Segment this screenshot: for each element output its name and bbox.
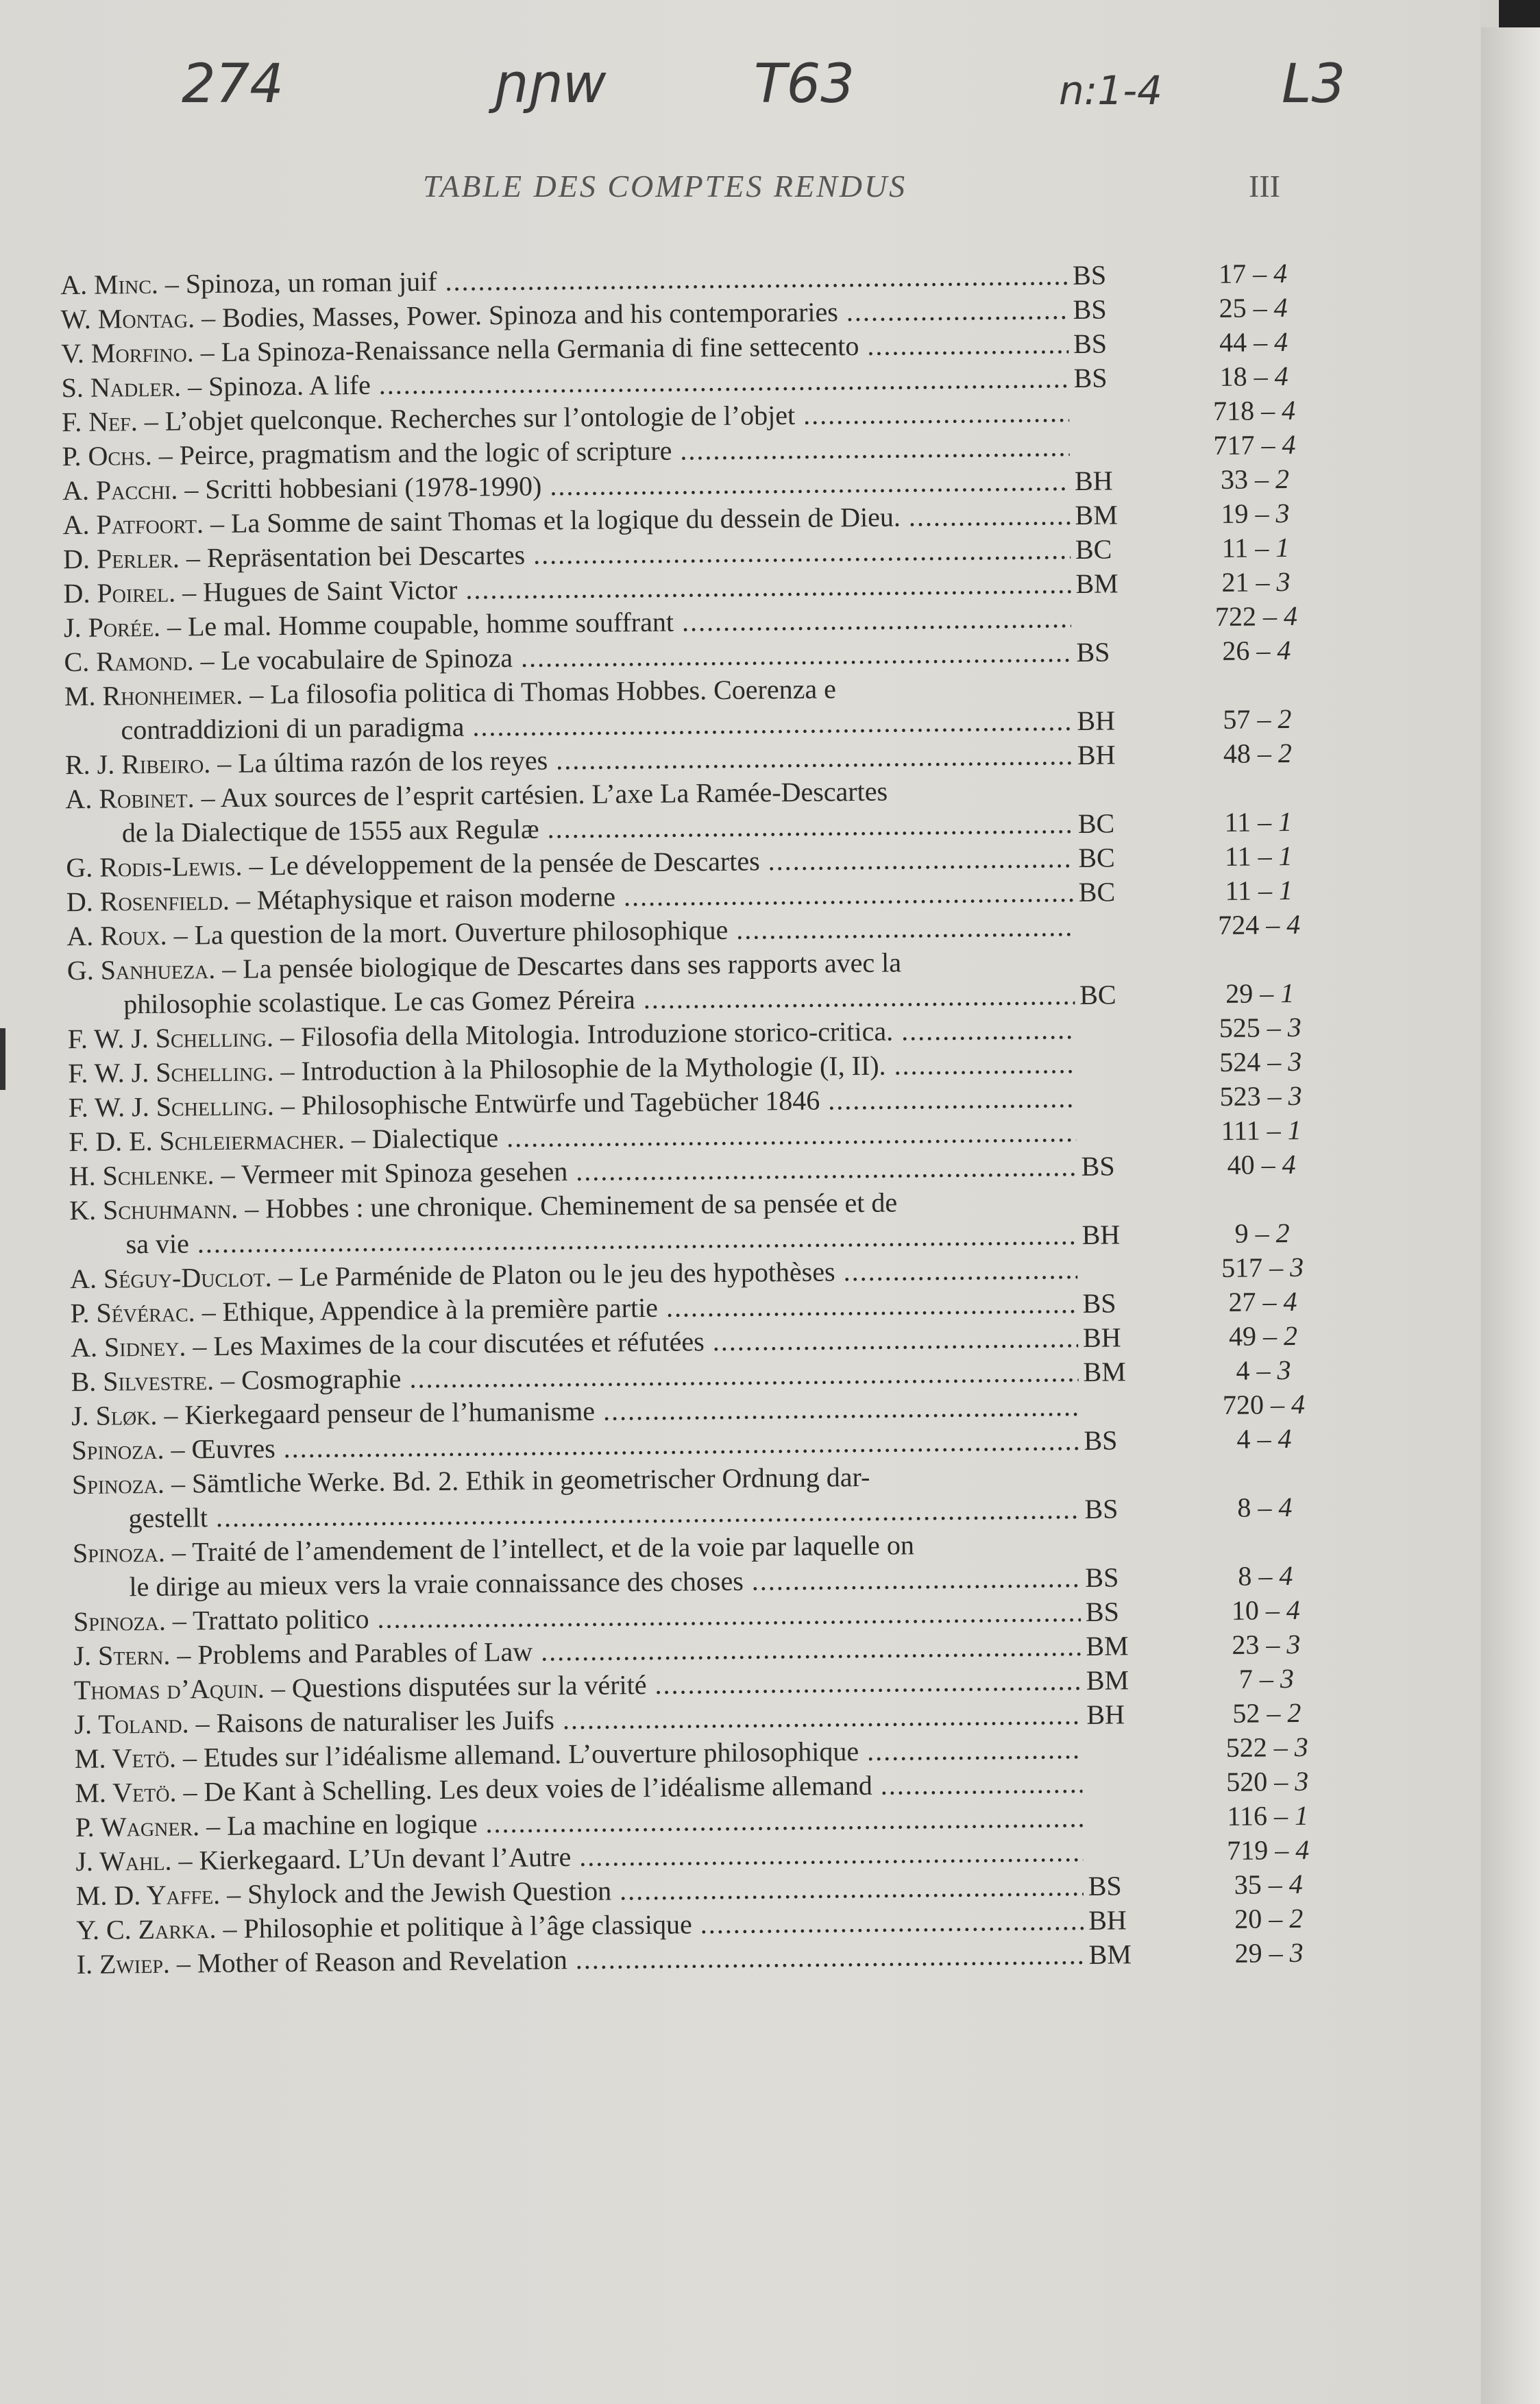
entry-dash: – — [271, 1261, 300, 1293]
entry-author: A. Pacchi. — [62, 474, 178, 507]
entry-journal-code: BS — [1084, 1493, 1119, 1525]
entry-journal-code: BS — [1073, 293, 1107, 325]
entry-author: J. Sløk. — [71, 1399, 158, 1432]
entry-page-ref: 25 – 4 — [1219, 291, 1288, 324]
entry-author: I. Zwiep. — [76, 1947, 171, 1980]
entry-title: Introduction à la Philosophie de la Mythologie (I, II). — [301, 1049, 886, 1086]
entry-page-ref: 11 – 1 — [1221, 531, 1290, 563]
entry-title: Problems and Parables of Law — [197, 1636, 533, 1671]
entry-page-ref: 48 – 2 — [1223, 737, 1293, 769]
scan-edge-dark — [1499, 0, 1540, 27]
entry-page-ref: 29 – 3 — [1234, 1936, 1304, 1969]
entry-journal-code: BS — [1081, 1150, 1115, 1182]
entry-author: P. Ochs. — [62, 439, 153, 472]
entry-dash: – — [157, 1399, 185, 1431]
entry-page-ref: 517 – 3 — [1221, 1251, 1304, 1283]
entry-title-continued: de la Dialectique de 1555 aux Regulæ ..... — [122, 807, 1073, 850]
entry-journal-code: BH — [1081, 1219, 1121, 1250]
entry-journal-code: BH — [1082, 1322, 1121, 1353]
entry-author: A. Patfoort. — [62, 508, 204, 541]
entry-title: Kierkegaard penseur de l’humanisme — [184, 1395, 596, 1431]
entry-page-ref: 40 – 4 — [1227, 1148, 1296, 1180]
entry-title: Questions disputées sur la vérité — [291, 1669, 647, 1704]
entry-author: M. D. Yaffe. — [75, 1879, 221, 1912]
entry-author: Y. C. Zarka. — [76, 1913, 217, 1946]
entry-title: Etudes sur l’idéalisme allemand. L’ouverture philosophique — [203, 1736, 859, 1773]
entry-dash: – — [194, 302, 223, 334]
entry-page-ref: 524 – 3 — [1219, 1045, 1302, 1078]
entry-title: Œuvres — [191, 1433, 276, 1465]
entry-dash: – — [264, 1673, 293, 1704]
entry-author: R. J. Ribeiro. — [64, 748, 211, 781]
entry-page-ref: 722 – 4 — [1214, 600, 1298, 633]
entry-page-ref: 18 – 4 — [1219, 360, 1288, 392]
entry-dash: – — [165, 1605, 193, 1636]
entry-title: La Somme de saint Thomas et la logique du dessein de Dieu. — [230, 501, 901, 539]
entry-title: Cosmographie — [241, 1363, 402, 1396]
entry-author: F. Nef. — [61, 406, 138, 438]
entry-journal-code: BS — [1073, 328, 1108, 359]
entry-journal-code: BM — [1086, 1630, 1129, 1662]
entry-title: La Spinoza-Renaissance nella Germania di fine settecento — [221, 330, 859, 367]
entry-author: J. Stern. — [73, 1639, 171, 1672]
entry-dash: – — [188, 1708, 217, 1739]
review-index — [0, 254, 1524, 1982]
entry-dash: – — [237, 1193, 266, 1224]
running-head: TABLE DES COMPTES RENDUS — [423, 169, 907, 204]
entry-journal-code: BM — [1075, 568, 1119, 599]
entry-journal-code: BC — [1078, 842, 1115, 873]
entry-title: Scritti hobbesiani (1978-1990) — [205, 470, 542, 505]
entry-author: Spinoza. — [71, 1433, 164, 1466]
entry-page-ref: 116 – 1 — [1227, 1799, 1309, 1832]
entry-dash: – — [242, 679, 271, 710]
entry-title-continued: contraddizioni di un paradigma ..... — [121, 704, 1072, 747]
entry-dash: – — [199, 1810, 228, 1842]
entry-title: Hugues de Saint Victor — [202, 574, 458, 608]
entry-journal-code: BM — [1083, 1356, 1126, 1387]
entry-dash: – — [167, 919, 195, 951]
entry-dash: – — [216, 1913, 244, 1945]
entry-journal-code: BM — [1075, 499, 1118, 531]
handwritten-note: ɲɲw — [493, 53, 607, 115]
entry-page-ref: 724 – 4 — [1218, 908, 1301, 940]
handwritten-note: T63 — [754, 53, 855, 115]
entry-title: La filosofia politica di Thomas Hobbes. Coerenza e — [269, 673, 837, 710]
entry-page-ref: 23 – 3 — [1232, 1628, 1301, 1660]
entry-page-ref: 718 – 4 — [1212, 394, 1296, 427]
entry-page-ref: 57 – 2 — [1223, 703, 1292, 735]
entry-author: F. W. J. Schelling. — [67, 1021, 274, 1055]
entry-author: Spinoza. — [71, 1468, 165, 1501]
entry-author: B. Silvestre. — [71, 1365, 215, 1398]
entry-title: La machine en logique — [226, 1808, 478, 1841]
entry-title: Bodies, Masses, Power. Spinoza and his contemporaries — [221, 296, 839, 333]
entry-dash: – — [175, 1742, 204, 1773]
entry-title: Métaphysique et raison moderne — [256, 881, 616, 916]
entry-title-continued: philosophie scolastique. Le cas Gomez Péreira ..... — [123, 978, 1075, 1021]
entry-journal-code: BM — [1086, 1664, 1129, 1696]
entry-journal-code: BS — [1085, 1562, 1119, 1593]
entry-author: P. Wagner. — [75, 1810, 200, 1843]
handwritten-note: L3 — [1282, 53, 1346, 115]
entry-page-ref: 49 – 2 — [1228, 1320, 1298, 1352]
entry-page-ref: 11 – 1 — [1224, 840, 1293, 872]
entry-dash: – — [215, 953, 243, 985]
entry-page-ref: 111 – 1 — [1221, 1114, 1301, 1146]
entry-dash: – — [160, 611, 188, 642]
entry-dash: – — [344, 1123, 373, 1155]
entry-title: La última razón de los reyes — [237, 744, 548, 779]
entry-page-ref: 720 – 4 — [1222, 1388, 1306, 1420]
entry-page-ref: 717 – 4 — [1213, 428, 1296, 461]
entry-title: Le développement de la pensée de Descartes — [269, 845, 760, 882]
entry-title: Trattato politico — [192, 1603, 369, 1636]
entry-author: J. Toland. — [74, 1708, 189, 1740]
entry-title: Traité de l’amendement de l’intellect, et de la voie par laquelle on — [191, 1529, 915, 1568]
page-number: III — [1249, 169, 1280, 204]
entry-author: J. Porée. — [63, 611, 161, 644]
entry-page-ref: 35 – 4 — [1234, 1868, 1303, 1900]
entry-page-ref: 525 – 3 — [1219, 1011, 1301, 1043]
entry-page-ref: 11 – 1 — [1225, 874, 1293, 906]
entry-title: Raisons de naturaliser les Juifs — [216, 1704, 555, 1739]
entry-dash: – — [170, 1639, 198, 1671]
entry-page-ref: 10 – 4 — [1231, 1594, 1301, 1626]
entry-page-ref: 4 – 3 — [1236, 1354, 1291, 1386]
entry-author: M. Vetö. — [74, 1742, 177, 1775]
entry-title: L’objet quelconque. Recherches sur l’ontologie de l’objet — [164, 399, 796, 437]
entry-dash: – — [179, 542, 208, 574]
entry-author: W. Montag. — [60, 302, 195, 335]
entry-author: Spinoza. — [72, 1536, 166, 1569]
entry-journal-code: BM — [1088, 1939, 1132, 1970]
entry-dash: – — [213, 1364, 242, 1396]
entry-author: V. Morfino. — [60, 337, 194, 369]
entry-journal-code: BC — [1075, 533, 1112, 565]
entry-journal-code — [1074, 429, 1129, 430]
entry-journal-code — [1080, 1080, 1135, 1081]
entry-author: Spinoza. — [73, 1605, 167, 1638]
entry-author: A. Sidney. — [70, 1331, 186, 1363]
entry-journal-code: BC — [1077, 808, 1115, 839]
handwritten-note: n:1-4 — [1059, 67, 1163, 114]
entry-title: Spinoza. A life — [208, 369, 371, 402]
entry-page-ref: 523 – 3 — [1219, 1080, 1302, 1112]
entry-title: De Kant à Schelling. Les deux voies de l’idéalisme allemand — [204, 1769, 872, 1808]
entry-dash: – — [178, 474, 206, 505]
entry-journal-code: BS — [1084, 1424, 1118, 1456]
entry-author: C. Ramond. — [64, 645, 194, 678]
entry-journal-code — [1079, 909, 1134, 910]
entry-author: M. Rhonheimer. — [64, 679, 243, 712]
entry-dash: – — [171, 1845, 199, 1876]
entry-journal-code: BS — [1088, 1870, 1122, 1902]
entry-author: G. Rodis-Lewis. — [66, 850, 243, 884]
entry-page-ref: 520 – 3 — [1226, 1765, 1309, 1797]
entry-title: Le Parménide de Platon ou le jeu des hypothèses — [299, 1256, 835, 1292]
entry-journal-code: BS — [1072, 259, 1107, 291]
entry-page-ref: 27 – 4 — [1228, 1285, 1297, 1318]
entry-dash: – — [203, 507, 232, 539]
entry-page-ref: 29 – 1 — [1225, 977, 1295, 1009]
entry-page-ref: 7 – 3 — [1238, 1662, 1295, 1695]
entry-author: Thomas d’Aquin. — [73, 1673, 265, 1706]
entry-title: Filosofia della Mitologia. Introduzione storico-critica. — [300, 1015, 894, 1052]
entry-page-ref: 26 – 4 — [1222, 634, 1291, 666]
entry-dash: – — [193, 644, 221, 677]
entry-page-ref: 11 – 1 — [1224, 805, 1293, 838]
entry-dash: – — [176, 1776, 204, 1808]
entry-page-ref: 719 – 4 — [1227, 1834, 1310, 1866]
entry-page-ref: 9 – 2 — [1234, 1217, 1290, 1249]
entry-dash: – — [180, 371, 209, 402]
entry-author: A. Roux. — [66, 919, 167, 952]
entry-page-ref: 33 – 2 — [1220, 463, 1290, 495]
entry-title: La pensée biologique de Descartes dans ses rapports avec la — [243, 947, 902, 984]
entry-journal-code: BC — [1079, 979, 1116, 1010]
entry-author: A. Robinet. — [65, 782, 195, 815]
entry-page-ref: 17 – 4 — [1218, 257, 1288, 289]
entry-journal-code: BH — [1077, 739, 1116, 770]
entry-page-ref: 52 – 2 — [1232, 1697, 1301, 1729]
entry-title: Dialectique — [371, 1122, 499, 1154]
entry-page-ref: 19 – 3 — [1221, 497, 1290, 529]
entry-dash: – — [214, 1158, 241, 1191]
entry-journal-code: BS — [1073, 362, 1108, 393]
entry-author: F. W. J. Schelling. — [68, 1056, 274, 1089]
entry-author: S. Nadler. — [61, 371, 182, 404]
entry-journal-code — [1088, 1800, 1142, 1801]
entry-author: A. Minc. — [60, 268, 159, 301]
entry-author: K. Schuhmann. — [69, 1193, 239, 1226]
entry-journal-code — [1080, 1046, 1135, 1047]
entry-journal-code: BS — [1076, 636, 1110, 668]
entry-author: D. Perler. — [62, 542, 180, 575]
entry-title: Hobbes : une chronique. Cheminement de sa pensée et de — [265, 1187, 898, 1224]
entry-title-continued: le dirige au mieux vers la vraie connaissance des choses ..... — [129, 1561, 1080, 1604]
entry-title: Philosophie et politique à l’âge classique — [243, 1908, 692, 1944]
entry-journal-code — [1076, 600, 1131, 601]
entry-page-ref: 522 – 3 — [1225, 1731, 1309, 1763]
entry-page-ref: 20 – 2 — [1234, 1902, 1304, 1934]
handwritten-note: 274 — [182, 53, 284, 115]
entry-journal-code: BS — [1085, 1596, 1120, 1627]
entry-author: J. Wahl. — [75, 1845, 172, 1878]
scan-mark — [0, 1028, 5, 1090]
entry-title: Repräsentation bei Descartes — [206, 539, 526, 574]
entry-title: Peirce, pragmatism and the logic of scripture — [179, 435, 672, 471]
entry-dash: – — [186, 1331, 214, 1362]
entry-journal-code: BH — [1086, 1699, 1125, 1730]
entry-dash: – — [137, 405, 165, 437]
entry-dash: – — [229, 884, 258, 916]
entry-dash: – — [210, 747, 239, 779]
entry-author: F. D. E. Schleiermacher. — [69, 1124, 345, 1158]
entry-dash: – — [195, 1296, 223, 1328]
entry-journal-code: BH — [1088, 1904, 1127, 1936]
entry-dash: – — [194, 781, 221, 814]
entry-page-ref: 8 – 4 — [1237, 1491, 1293, 1523]
entry-journal-code: BH — [1074, 465, 1113, 496]
entry-author: H. Schlenke. — [69, 1159, 215, 1192]
entry-dash: – — [151, 439, 180, 471]
entry-author: F. W. J. Schelling. — [68, 1090, 275, 1124]
entry-title-continued: sa vie ..... — [125, 1218, 1077, 1261]
entry-author: G. Sanhueza. — [66, 954, 216, 986]
entry-title: Mother of Reason and Revelation — [197, 1944, 567, 1979]
entry-page-ref: 21 – 3 — [1221, 566, 1291, 598]
entry-title: Kierkegaard. L’Un devant l’Autre — [199, 1841, 572, 1876]
entry-title: Le mal. Homme coupable, homme souffrant — [187, 606, 674, 642]
entry-journal-code — [1074, 395, 1129, 396]
entry-dash: – — [164, 1433, 192, 1465]
entry-title: Philosophische Entwürfe und Tagebücher 1846 — [301, 1084, 820, 1121]
entry-dash: – — [273, 1055, 302, 1087]
entry-title: La question de la mort. Ouverture philosophique — [194, 914, 729, 951]
entry-journal-code: BS — [1082, 1287, 1116, 1319]
entry-dash: – — [273, 1021, 302, 1053]
entry-title: Ethique, Appendice à la première partie — [222, 1291, 659, 1327]
entry-dash: – — [273, 1089, 302, 1121]
entry-author: M. Vetö. — [75, 1776, 177, 1809]
entry-author: D. Rosenfield. — [66, 884, 230, 918]
entry-journal-code: BH — [1077, 705, 1116, 736]
entry-dash: – — [164, 1536, 193, 1568]
entry-dash: – — [164, 1468, 193, 1499]
entry-dash: – — [169, 1947, 198, 1979]
entry-title: Sämtliche Werke. Bd. 2. Ethik in geometrischer Ordnung dar- — [191, 1461, 870, 1499]
entry-dash: – — [193, 336, 221, 368]
entry-title: Spinoza, un roman juif — [185, 265, 437, 300]
entry-title: Shylock and the Jewish Question — [247, 1875, 612, 1910]
entry-title: Les Maximes de la cour discutées et réfutées — [213, 1326, 705, 1362]
entry-page-ref: 8 – 4 — [1238, 1559, 1293, 1592]
entry-dash: – — [175, 576, 204, 608]
entry-title: Aux sources de l’esprit cartésien. L’axe La Ramée-Descartes — [220, 775, 888, 813]
entry-page-ref: 44 – 4 — [1219, 326, 1288, 358]
entry-author: A. Séguy-Duclot. — [69, 1261, 272, 1295]
entry-dash: – — [219, 1878, 248, 1910]
entry-author: P. Sévérac. — [70, 1296, 195, 1329]
entry-title: Le vocabulaire de Spinoza — [221, 642, 513, 676]
entry-title-continued: gestellt ..... — [128, 1492, 1079, 1535]
entry-dash: – — [158, 268, 186, 300]
entry-title: Vermeer mit Spinoza gesehen — [241, 1156, 568, 1190]
entry-page-ref: 4 – 4 — [1236, 1422, 1292, 1455]
entry-journal-code: BC — [1078, 876, 1116, 908]
entry-author: D. Poirel. — [63, 576, 176, 609]
entry-journal-code — [1088, 1834, 1142, 1835]
entry-dash: – — [242, 850, 270, 882]
